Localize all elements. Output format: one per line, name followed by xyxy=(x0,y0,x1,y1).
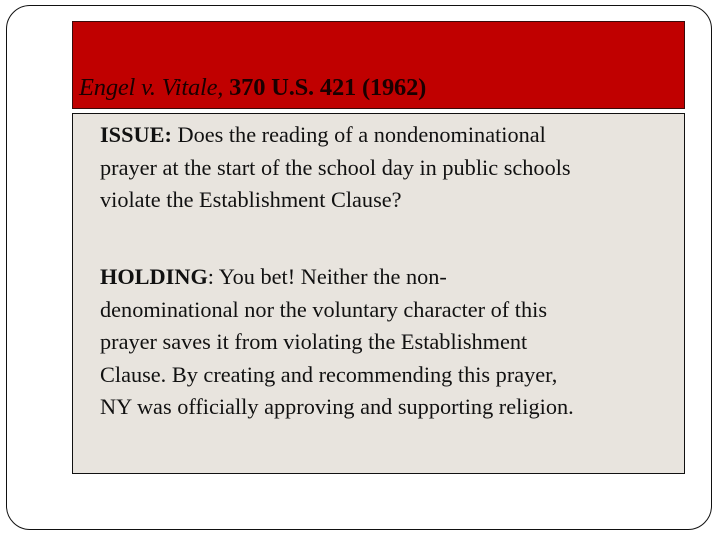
holding-line-3: prayer saves it from violating the Establishment xyxy=(100,329,528,354)
issue-line-2: prayer at the start of the school day in public schools xyxy=(100,154,571,180)
issue-label: ISSUE: xyxy=(100,122,172,147)
holding-paragraph xyxy=(100,261,690,424)
case-name: Engel v. Vitale, xyxy=(79,74,224,101)
issue-text: Does the reading of a nondenominational xyxy=(171,122,546,147)
holding-text: : You bet! Neither the non- xyxy=(207,264,447,289)
holding-line-2: denominational nor the voluntary character of this xyxy=(100,296,548,322)
slide-title xyxy=(79,74,426,102)
holding-label: HOLDING xyxy=(100,264,208,289)
title-banner xyxy=(72,21,685,109)
issue-line-3: violate the Establishment Clause? xyxy=(100,187,402,212)
holding-line-5: NY was officially approving and supporting religion. xyxy=(100,394,574,419)
issue-line-1 xyxy=(100,119,690,152)
holding-line-1 xyxy=(100,261,690,294)
case-citation: 370 U.S. 421 (1962) xyxy=(223,74,427,101)
issue-paragraph xyxy=(100,119,690,217)
content-box xyxy=(72,113,685,474)
holding-line-4: Clause. By creating and recommending this prayer, xyxy=(100,361,558,387)
